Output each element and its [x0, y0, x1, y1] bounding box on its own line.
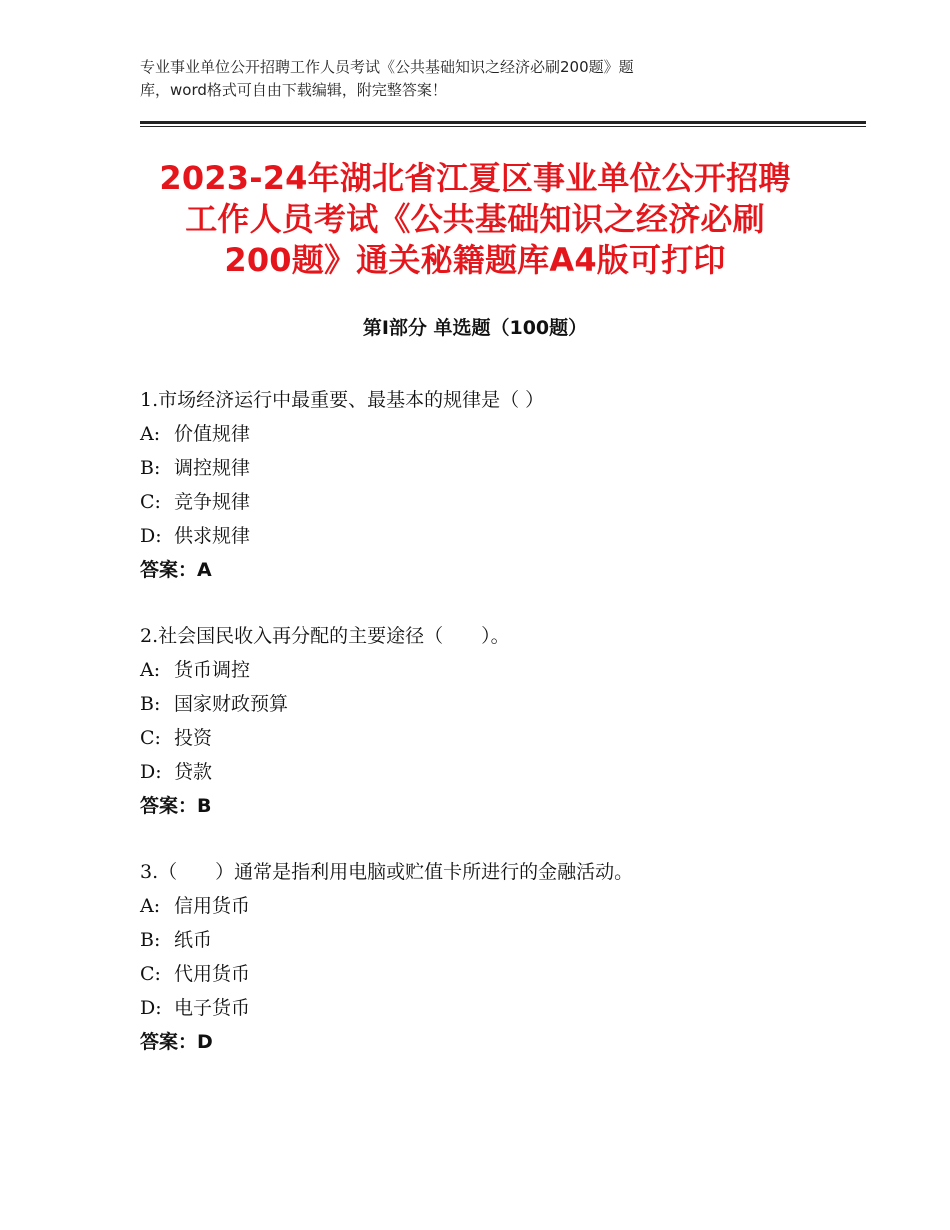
- option-label: B:: [140, 457, 161, 479]
- header-note-line-2: 库，word格式可自由下载编辑，附完整答案！: [140, 81, 447, 99]
- option-text: 供求规律: [174, 525, 251, 547]
- header-note: [140, 56, 780, 102]
- header-note-line-1: 专业事业单位公开招聘工作人员考试《公共基础知识之经济必刷200题》题: [140, 58, 634, 76]
- option-label: C:: [140, 963, 161, 985]
- option-label: B:: [140, 929, 161, 951]
- question-1-answer: 答案：A: [140, 559, 212, 581]
- option-text: 竞争规律: [174, 491, 251, 513]
- question-2-option-d: [140, 755, 860, 789]
- document-title-line-2: 工作人员考试《公共基础知识之经济必刷: [185, 200, 765, 238]
- section-title: 第Ⅰ部分 单选题（100题）: [362, 317, 588, 339]
- question-1-option-d: [140, 519, 860, 553]
- header-divider-thin: [140, 126, 866, 127]
- question-3-option-c: [140, 957, 860, 991]
- option-text: 纸币: [174, 929, 213, 951]
- question-2-text: 2.社会国民收入再分配的主要途径（ ）。: [140, 625, 510, 647]
- question-3: [140, 855, 860, 1059]
- question-2-answer: 答案：B: [140, 795, 212, 817]
- question-1-option-b: [140, 451, 860, 485]
- option-text: 国家财政预算: [174, 693, 289, 715]
- document-title: [120, 158, 830, 281]
- option-label: B:: [140, 693, 161, 715]
- option-label: A:: [140, 659, 161, 681]
- question-3-option-a: [140, 889, 860, 923]
- option-label: D:: [140, 997, 162, 1019]
- option-label: C:: [140, 491, 161, 513]
- option-label: D:: [140, 761, 162, 783]
- option-text: 电子货币: [174, 997, 251, 1019]
- document-title-line-3: 200题》通关秘籍题库A4版可打印: [224, 241, 726, 279]
- question-1-text: 1.市场经济运行中最重要、最基本的规律是（ ）: [140, 389, 545, 411]
- question-2-option-b: [140, 687, 860, 721]
- question-list: [140, 383, 860, 1091]
- question-1: [140, 383, 860, 587]
- option-label: A:: [140, 895, 161, 917]
- option-text: 货币调控: [174, 659, 251, 681]
- option-text: 投资: [174, 727, 213, 749]
- option-text: 贷款: [174, 761, 213, 783]
- question-1-option-a: [140, 417, 860, 451]
- question-3-option-d: [140, 991, 860, 1025]
- option-label: C:: [140, 727, 161, 749]
- option-label: D:: [140, 525, 162, 547]
- question-2: [140, 619, 860, 823]
- question-2-option-c: [140, 721, 860, 755]
- question-3-answer: 答案：D: [140, 1031, 213, 1053]
- option-text: 调控规律: [174, 457, 251, 479]
- option-text: 信用货币: [174, 895, 251, 917]
- header-divider-thick: [140, 121, 866, 124]
- question-2-option-a: [140, 653, 860, 687]
- option-text: 代用货币: [174, 963, 251, 985]
- question-3-text: 3.（ ）通常是指利用电脑或贮值卡所进行的金融活动。: [140, 861, 634, 883]
- option-label: A:: [140, 423, 161, 445]
- document-title-line-1: 2023-24年湖北省江夏区事业单位公开招聘: [159, 159, 791, 197]
- question-3-option-b: [140, 923, 860, 957]
- question-1-option-c: [140, 485, 860, 519]
- option-text: 价值规律: [174, 423, 251, 445]
